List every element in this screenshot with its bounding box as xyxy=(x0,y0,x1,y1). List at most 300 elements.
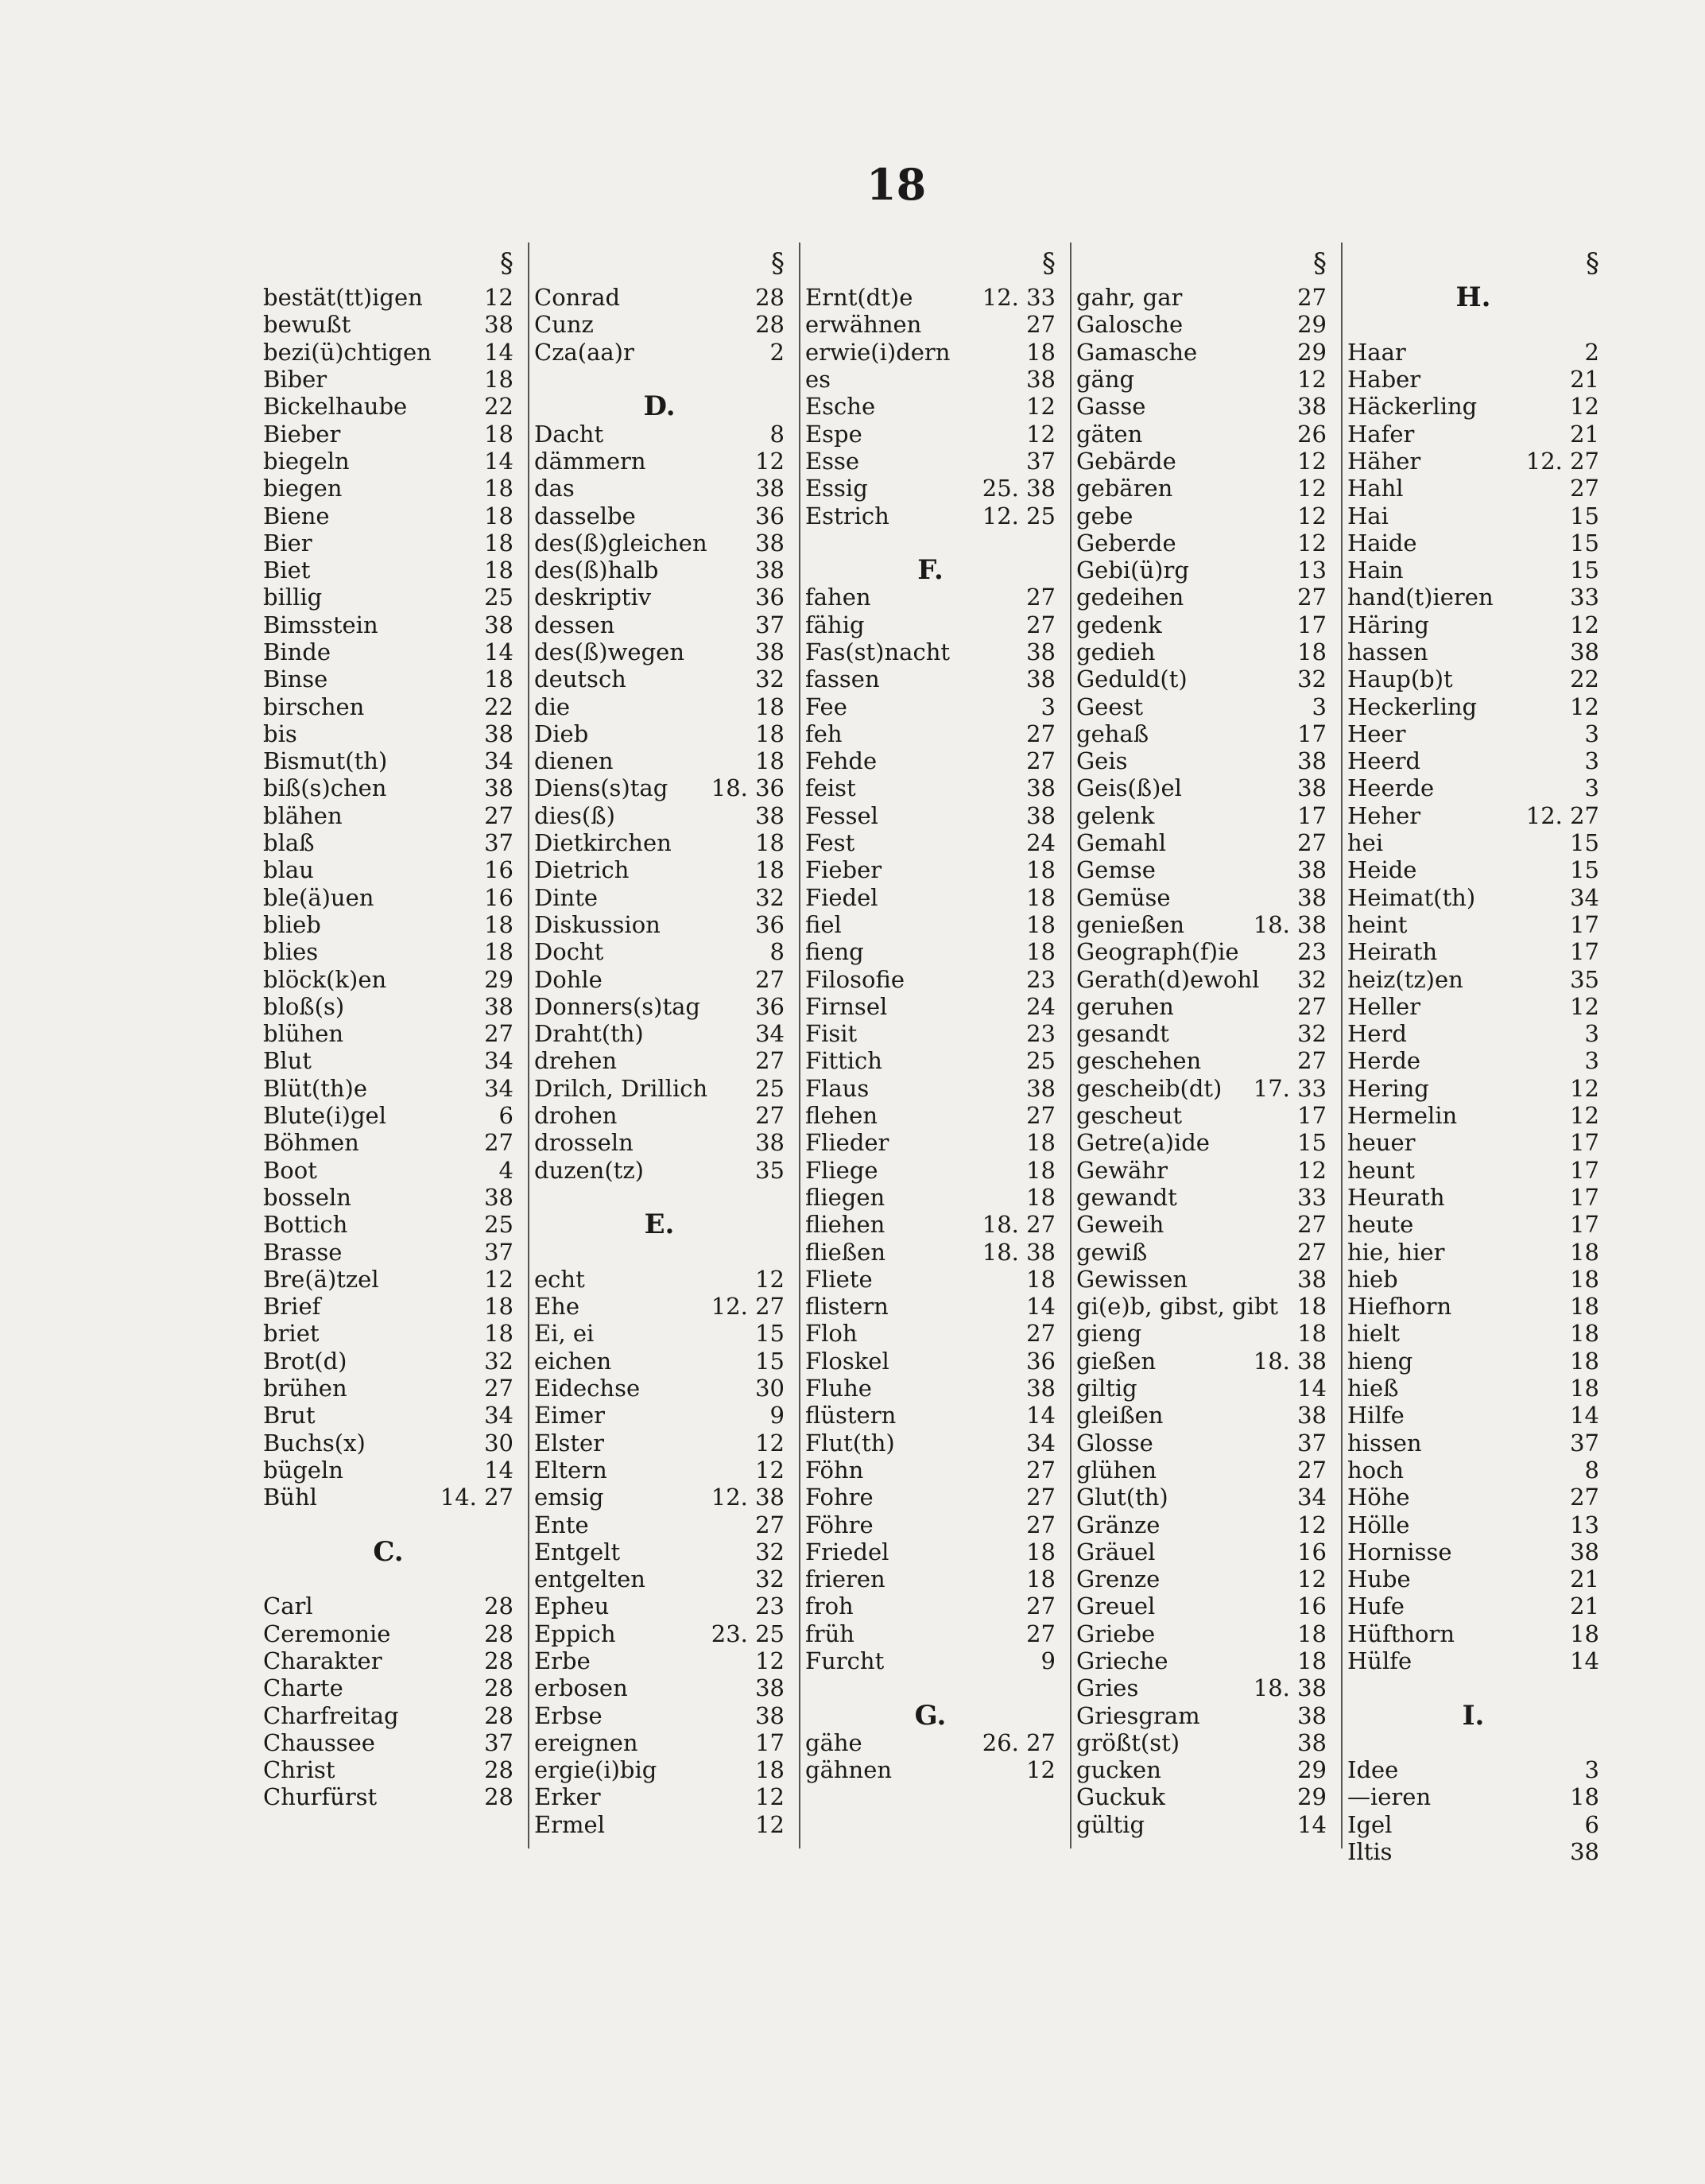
entry-section-ref: 3 xyxy=(1584,774,1599,802)
index-entry xyxy=(1347,1129,1599,1156)
entry-word: Blute(i)gel xyxy=(263,1102,386,1130)
entry-section-ref: 12 xyxy=(1026,420,1056,448)
entry-word: Flaus xyxy=(805,1074,870,1102)
index-entry xyxy=(805,1266,1056,1293)
entry-word: Brief xyxy=(263,1293,321,1321)
entry-word: Haup(b)t xyxy=(1347,665,1453,693)
entry-word: Föhn xyxy=(805,1456,864,1484)
entry-section-ref: 16 xyxy=(484,883,513,911)
entry-section-ref: 18. 38 xyxy=(1253,1347,1327,1375)
index-column-1 xyxy=(258,242,529,1848)
entry-section-ref: 12 xyxy=(755,1783,785,1811)
entry-section-ref: 21 xyxy=(1570,1592,1599,1620)
entry-word: Gemse xyxy=(1076,856,1156,884)
entry-section-ref: 23 xyxy=(755,1592,785,1620)
entry-word: Conrad xyxy=(534,284,621,312)
entry-section-ref: 27 xyxy=(1297,1211,1327,1239)
entry-section-ref: 30 xyxy=(484,1429,513,1457)
index-entry xyxy=(1347,1647,1599,1674)
entry-word: Diskussion xyxy=(534,910,661,938)
index-entry xyxy=(534,1484,785,1511)
index-entry xyxy=(1076,1266,1327,1293)
index-entry xyxy=(1347,1511,1599,1538)
entry-section-ref: 8 xyxy=(1584,1456,1599,1484)
index-entry xyxy=(263,1129,513,1156)
index-entry xyxy=(805,1429,1056,1456)
index-entry xyxy=(805,1238,1056,1265)
entry-word: Dohle xyxy=(534,965,603,993)
entry-section-ref: 37 xyxy=(484,829,513,857)
index-entry xyxy=(1076,530,1327,557)
entry-word: Hufe xyxy=(1347,1592,1405,1620)
index-entry xyxy=(263,993,513,1020)
entry-word: Brut xyxy=(263,1402,316,1429)
entry-word: birschen xyxy=(263,692,365,720)
entry-word: fliegen xyxy=(805,1183,885,1211)
entry-word: Fittich xyxy=(805,1047,882,1075)
entry-word: heint xyxy=(1347,910,1408,938)
entry-word: früh xyxy=(805,1620,854,1647)
entry-section-ref: 34 xyxy=(1570,883,1599,911)
entry-section-ref: 12 xyxy=(484,1265,513,1293)
entry-word: heute xyxy=(1347,1211,1414,1239)
index-entry xyxy=(263,420,513,447)
index-entry xyxy=(534,993,785,1020)
entry-section-ref: 32 xyxy=(755,1538,785,1565)
index-entry xyxy=(1076,665,1327,692)
entry-section-ref: 38 xyxy=(1297,1402,1327,1429)
index-entry xyxy=(1076,856,1327,883)
entry-word: Gerath(d)ewohl xyxy=(1076,965,1260,993)
entry-section-ref: 3 xyxy=(1584,1020,1599,1048)
entry-section-ref: 12 xyxy=(1297,1511,1327,1538)
entry-word: Heerde xyxy=(1347,774,1435,802)
index-entry xyxy=(1076,1620,1327,1647)
entry-section-ref: 14 xyxy=(1297,1810,1327,1838)
entry-section-ref: 15 xyxy=(1570,829,1599,857)
entry-word: Esche xyxy=(805,393,876,421)
entry-section-ref: 29 xyxy=(1297,311,1327,339)
index-entry xyxy=(1076,1429,1327,1456)
entry-word: Griebe xyxy=(1076,1620,1156,1647)
entry-section-ref: 18 xyxy=(1297,1293,1327,1321)
index-entry xyxy=(263,856,513,883)
entry-word: Geberde xyxy=(1076,529,1176,557)
index-entry xyxy=(534,420,785,447)
index-entry xyxy=(263,1674,513,1701)
index-entry xyxy=(1347,1157,1599,1184)
index-entry xyxy=(263,1647,513,1674)
index-entry xyxy=(534,1647,785,1674)
entry-section-ref: 36 xyxy=(1026,1347,1056,1375)
entry-word: Haber xyxy=(1347,366,1421,394)
index-entry xyxy=(1347,884,1599,911)
spacer xyxy=(1347,311,1599,338)
entry-word: blöck(k)en xyxy=(263,965,387,993)
entry-section-ref: 36 xyxy=(755,992,785,1020)
index-entry xyxy=(263,557,513,584)
entry-word: Galosche xyxy=(1076,311,1184,339)
entry-section-ref: 12. 27 xyxy=(711,1293,785,1321)
entry-word: gießen xyxy=(1076,1347,1157,1375)
index-entry xyxy=(1076,1320,1327,1347)
index-entry xyxy=(1076,1402,1327,1429)
section-sign-header: § xyxy=(771,247,785,279)
index-entry xyxy=(534,1457,785,1484)
index-entry xyxy=(534,774,785,801)
entry-section-ref: 17 xyxy=(1570,1129,1599,1157)
entry-section-ref: 18 xyxy=(1026,1265,1056,1293)
entry-section-ref: 22 xyxy=(484,692,513,720)
entry-word: gebe xyxy=(1076,502,1133,530)
index-entry xyxy=(805,1402,1056,1429)
entry-word: giltig xyxy=(1076,1375,1137,1402)
index-entry xyxy=(1076,611,1327,638)
entry-section-ref: 16 xyxy=(484,856,513,884)
letter-heading: F. xyxy=(917,554,944,587)
entry-section-ref: 18. 36 xyxy=(711,774,785,802)
entry-section-ref: 22 xyxy=(1570,665,1599,693)
index-entry xyxy=(805,475,1056,502)
entry-section-ref: 27 xyxy=(1026,1102,1056,1130)
entry-section-ref: 18 xyxy=(484,420,513,448)
entry-word: des(ß)halb xyxy=(534,557,659,584)
entry-word: Elster xyxy=(534,1429,605,1457)
entry-section-ref: 14. 27 xyxy=(440,1484,513,1511)
entry-word: gewiß xyxy=(1076,1238,1148,1266)
entry-word: bestät(tt)igen xyxy=(263,284,423,312)
entry-section-ref: 32 xyxy=(1297,1020,1327,1048)
entry-section-ref: 28 xyxy=(484,1701,513,1729)
entry-word: Cunz xyxy=(534,311,594,339)
index-entry xyxy=(1076,311,1327,338)
index-entry xyxy=(1347,530,1599,557)
index-entry xyxy=(805,311,1056,338)
entry-section-ref: 32 xyxy=(755,665,785,693)
entry-word: billig xyxy=(263,584,323,611)
entry-section-ref: 12 xyxy=(1570,992,1599,1020)
entry-word: Hüfthorn xyxy=(1347,1620,1455,1647)
entry-section-ref: 29 xyxy=(484,965,513,993)
entry-word: blies xyxy=(263,938,319,966)
entry-word: Böhmen xyxy=(263,1129,359,1157)
entry-section-ref: 17 xyxy=(755,1728,785,1756)
index-entry xyxy=(263,1620,513,1647)
entry-section-ref: 23 xyxy=(1297,938,1327,966)
entry-section-ref: 12 xyxy=(1026,1756,1056,1784)
entry-section-ref: 38 xyxy=(484,1183,513,1211)
index-entry xyxy=(805,1075,1056,1102)
index-entry xyxy=(534,1620,785,1647)
entry-word: dasselbe xyxy=(534,502,636,530)
index-entry xyxy=(263,311,513,338)
entry-word: es xyxy=(805,366,831,394)
entry-word: Föhre xyxy=(805,1511,874,1538)
entry-word: Eidechse xyxy=(534,1375,641,1402)
index-entry xyxy=(805,856,1056,883)
entry-section-ref: 34 xyxy=(755,1020,785,1048)
index-entry xyxy=(263,1783,513,1810)
entry-word: Dietrich xyxy=(534,856,630,884)
entry-word: bewußt xyxy=(263,311,351,339)
entry-section-ref: 3 xyxy=(1584,747,1599,775)
index-entry xyxy=(1347,829,1599,856)
entry-section-ref: 18. 38 xyxy=(1253,1674,1327,1702)
index-entry xyxy=(805,1620,1056,1647)
entry-section-ref: 38 xyxy=(1297,1265,1327,1293)
entry-word: Fieber xyxy=(805,856,882,884)
index-entry xyxy=(263,938,513,965)
entry-word: Erbe xyxy=(534,1647,591,1674)
entry-section-ref: 12 xyxy=(1570,692,1599,720)
entry-word: gedenk xyxy=(1076,611,1162,638)
entry-word: gehaß xyxy=(1076,720,1149,747)
entry-section-ref: 15 xyxy=(755,1347,785,1375)
entry-section-ref: 18 xyxy=(1026,856,1056,884)
entry-section-ref: 2 xyxy=(1584,338,1599,366)
index-entry xyxy=(534,557,785,584)
index-entry xyxy=(1076,1211,1327,1238)
index-entry xyxy=(1076,475,1327,502)
index-entry xyxy=(263,829,513,856)
entry-word: Gemüse xyxy=(1076,883,1171,911)
entry-section-ref: 14 xyxy=(1570,1402,1599,1429)
entry-word: Filosofie xyxy=(805,965,905,993)
entry-section-ref: 8 xyxy=(769,938,785,966)
entry-section-ref: 27 xyxy=(1026,611,1056,638)
entry-section-ref: 27 xyxy=(1026,747,1056,775)
entry-section-ref: 17 xyxy=(1297,801,1327,829)
index-entry xyxy=(805,1538,1056,1565)
entry-word: Geograph(f)ie xyxy=(1076,938,1239,966)
entry-section-ref: 38 xyxy=(1297,856,1327,884)
entry-word: bügeln xyxy=(263,1456,343,1484)
entry-word: Draht(th) xyxy=(534,1020,644,1048)
index-entry xyxy=(805,1647,1056,1674)
entry-section-ref: 38 xyxy=(1026,774,1056,802)
index-entry xyxy=(1076,1157,1327,1184)
entry-section-ref: 17 xyxy=(1297,611,1327,638)
index-entry xyxy=(1347,584,1599,611)
entry-word: Haide xyxy=(1347,529,1417,557)
entry-section-ref: 18 xyxy=(1570,1320,1599,1348)
index-entry xyxy=(805,448,1056,475)
index-entry xyxy=(805,1511,1056,1538)
entry-section-ref: 27 xyxy=(1026,311,1056,339)
index-entry xyxy=(534,1129,785,1156)
index-entry xyxy=(805,774,1056,801)
index-column-3 xyxy=(800,242,1071,1848)
index-entry xyxy=(1347,1075,1599,1102)
entry-word: Gewissen xyxy=(1076,1265,1188,1293)
index-entry xyxy=(263,1701,513,1728)
entry-word: Ehe xyxy=(534,1293,580,1321)
entry-word: gäng xyxy=(1076,366,1135,394)
entry-word: ble(ä)uen xyxy=(263,883,374,911)
entry-word: Gebärde xyxy=(1076,447,1176,475)
entry-section-ref: 12 xyxy=(1297,366,1327,394)
entry-section-ref: 12 xyxy=(1297,502,1327,530)
entry-word: Flut(th) xyxy=(805,1429,895,1457)
entry-word: drehen xyxy=(534,1047,618,1075)
entry-section-ref: 35 xyxy=(1570,965,1599,993)
entry-section-ref: 12 xyxy=(755,1265,785,1293)
index-entry xyxy=(1347,1211,1599,1238)
entry-section-ref: 17 xyxy=(1570,938,1599,966)
spacer xyxy=(1347,1729,1599,1756)
index-entry xyxy=(263,692,513,720)
entry-section-ref: 18 xyxy=(484,366,513,394)
index-entry xyxy=(534,938,785,965)
entry-word: Geduld(t) xyxy=(1076,665,1188,693)
entry-section-ref: 18 xyxy=(755,856,785,884)
entry-word: erwähnen xyxy=(805,311,922,339)
entry-section-ref: 27 xyxy=(1570,475,1599,502)
index-entry xyxy=(263,965,513,992)
entry-section-ref: 27 xyxy=(1297,1047,1327,1075)
entry-section-ref: 18 xyxy=(484,938,513,966)
entry-section-ref: 32 xyxy=(755,1565,785,1593)
entry-word: hie, hier xyxy=(1347,1238,1445,1266)
spacer xyxy=(263,1565,513,1592)
index-entry xyxy=(263,1238,513,1265)
entry-section-ref: 38 xyxy=(1297,883,1327,911)
entry-word: Epheu xyxy=(534,1592,610,1620)
index-entry xyxy=(1347,774,1599,801)
entry-word: entgelten xyxy=(534,1565,645,1593)
index-entry xyxy=(534,284,785,311)
index-entry xyxy=(263,1592,513,1620)
index-entry xyxy=(1076,1238,1327,1265)
entry-section-ref: 14 xyxy=(484,638,513,665)
index-entry xyxy=(534,611,785,638)
entry-section-ref: 12 xyxy=(755,1429,785,1457)
entry-section-ref: 12 xyxy=(1297,1565,1327,1593)
index-entry xyxy=(534,1157,785,1184)
entry-word: Heurath xyxy=(1347,1183,1445,1211)
index-entry xyxy=(263,1075,513,1102)
entry-section-ref: 28 xyxy=(484,1647,513,1674)
index-entry xyxy=(1076,1375,1327,1402)
entry-section-ref: 38 xyxy=(755,1674,785,1702)
entry-word: ergie(i)big xyxy=(534,1756,657,1784)
index-entry xyxy=(1076,938,1327,965)
index-entry xyxy=(1076,339,1327,366)
entry-section-ref: 27 xyxy=(755,965,785,993)
spacer xyxy=(534,1184,785,1211)
entry-word: feist xyxy=(805,774,856,802)
entry-section-ref: 37 xyxy=(484,1238,513,1266)
index-entry xyxy=(534,1565,785,1592)
entry-section-ref: 12. 27 xyxy=(1525,447,1599,475)
entry-word: erwie(i)dern xyxy=(805,338,951,366)
entry-word: Eppich xyxy=(534,1620,616,1647)
index-entry xyxy=(263,339,513,366)
entry-word: hand(t)ieren xyxy=(1347,584,1494,611)
index-entry xyxy=(805,1348,1056,1375)
entry-word: emsig xyxy=(534,1484,604,1511)
entry-word: erbosen xyxy=(534,1674,628,1702)
entry-word: Eltern xyxy=(534,1456,607,1484)
entry-section-ref: 38 xyxy=(755,557,785,584)
entry-word: fließen xyxy=(805,1238,885,1266)
index-entry xyxy=(1076,1511,1327,1538)
index-entry xyxy=(1347,638,1599,665)
entry-word: Geweih xyxy=(1076,1211,1164,1239)
index-entry xyxy=(263,720,513,747)
entry-section-ref: 6 xyxy=(1584,1810,1599,1838)
index-entry xyxy=(263,1293,513,1320)
entry-section-ref: 38 xyxy=(1297,1728,1327,1756)
entry-section-ref: 12. 33 xyxy=(982,284,1056,312)
entry-section-ref: 30 xyxy=(755,1375,785,1402)
entry-word: blieb xyxy=(263,910,321,938)
entry-section-ref: 37 xyxy=(1297,1429,1327,1457)
index-entry xyxy=(534,1756,785,1783)
index-entry xyxy=(1347,1429,1599,1456)
entry-section-ref: 18 xyxy=(484,665,513,693)
entry-section-ref: 27 xyxy=(484,1129,513,1157)
entry-section-ref: 14 xyxy=(484,338,513,366)
entry-word: hieb xyxy=(1347,1265,1398,1293)
entry-word: Fessel xyxy=(805,801,878,829)
spacer xyxy=(263,1511,513,1538)
entry-section-ref: 38 xyxy=(755,1701,785,1729)
entry-section-ref: 28 xyxy=(484,1592,513,1620)
index-entry xyxy=(263,747,513,774)
entry-word: Charakter xyxy=(263,1647,382,1674)
index-entry xyxy=(1076,1129,1327,1156)
entry-section-ref: 16 xyxy=(1297,1592,1327,1620)
entry-section-ref: 24 xyxy=(1026,992,1056,1020)
index-entry xyxy=(1076,1047,1327,1074)
entry-section-ref: 6 xyxy=(498,1102,513,1130)
index-entry xyxy=(263,284,513,311)
entry-word: dämmern xyxy=(534,447,646,475)
entry-section-ref: 18 xyxy=(484,557,513,584)
entry-section-ref: 27 xyxy=(1026,1511,1056,1538)
index-entry xyxy=(1347,1348,1599,1375)
entry-word: Diens(s)tag xyxy=(534,774,668,802)
entry-section-ref: 27 xyxy=(1297,1238,1327,1266)
entry-word: fieng xyxy=(805,938,864,966)
entry-section-ref: 12 xyxy=(1297,529,1327,557)
index-entry xyxy=(534,802,785,829)
entry-word: Häring xyxy=(1347,611,1429,638)
entry-section-ref: 18. 27 xyxy=(982,1211,1056,1239)
entry-word: Hube xyxy=(1347,1565,1411,1593)
entry-word: Guckuk xyxy=(1076,1783,1165,1811)
index-entry xyxy=(1076,1756,1327,1783)
entry-word: Hermelin xyxy=(1347,1102,1458,1130)
entry-word: Blüt(th)e xyxy=(263,1074,368,1102)
entry-section-ref: 36 xyxy=(755,502,785,530)
entry-section-ref: 14 xyxy=(1570,1647,1599,1674)
index-entry xyxy=(534,747,785,774)
entry-word: Fluhe xyxy=(805,1375,872,1402)
entry-section-ref: 15 xyxy=(1570,529,1599,557)
entry-section-ref: 18 xyxy=(1026,910,1056,938)
entry-section-ref: 38 xyxy=(1026,638,1056,665)
entry-section-ref: 18 xyxy=(484,502,513,530)
entry-section-ref: 18 xyxy=(1570,1265,1599,1293)
entry-section-ref: 13 xyxy=(1297,557,1327,584)
index-entry xyxy=(1347,393,1599,420)
entry-word: Ermel xyxy=(534,1810,605,1838)
entry-section-ref: 38 xyxy=(484,774,513,802)
entry-section-ref: 15 xyxy=(1570,557,1599,584)
entry-word: Docht xyxy=(534,938,604,966)
